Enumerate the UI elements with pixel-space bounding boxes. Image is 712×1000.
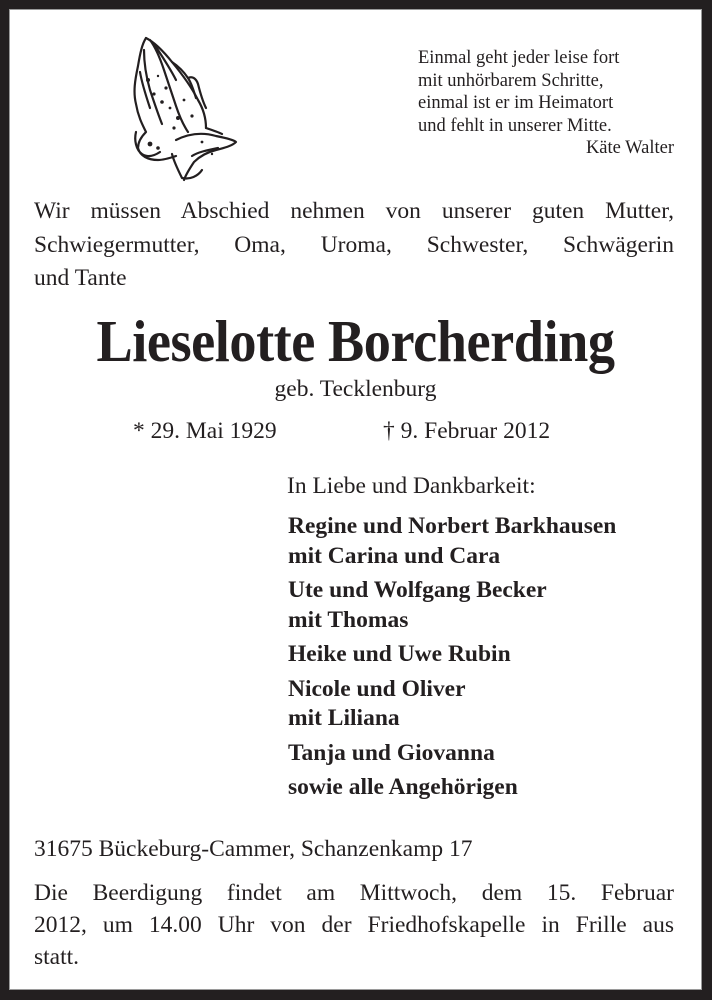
funeral-info: [34, 877, 674, 973]
mourner-group: [288, 773, 616, 803]
mourner-line: mit Liliana: [288, 705, 400, 731]
poem-block: [418, 47, 674, 160]
mourner-line: Heike und Uwe Rubin: [288, 641, 511, 667]
intro-line: Wir müssen Abschied nehmen von unserer guten Mutter,: [34, 198, 674, 224]
funeral-line: Die Beerdigung findet am Mittwoch, dem 15. Februar: [34, 880, 674, 906]
praying-hands-icon: [132, 36, 240, 182]
obituary-sheet: [9, 9, 702, 990]
mourner-line: Regine und Norbert Barkhausen: [288, 513, 617, 539]
mourner-line: Nicole und Oliver: [288, 675, 466, 702]
maiden-name: geb. Tecklenburg: [274, 376, 437, 402]
mourner-line: Ute und Wolfgang Becker: [288, 577, 547, 603]
mourner-line: mit Thomas: [288, 606, 409, 633]
poem-line: mit unhörbarem Schritte,: [418, 70, 604, 91]
death-date: † 9. Februar 2012: [383, 418, 551, 444]
mourner-group: [288, 675, 616, 734]
poem-line: und fehlt in unserer Mitte.: [418, 115, 612, 136]
poem-author: Käte Walter: [585, 138, 674, 158]
poem-line: Einmal geht jeder leise fort: [418, 48, 620, 68]
funeral-line: statt.: [34, 944, 80, 970]
mourner-group: [288, 640, 616, 670]
mourners-list: [288, 512, 616, 808]
mourner-line: mit Carina und Cara: [288, 542, 501, 569]
funeral-line: 2012, um 14.00 Uhr von der Friedhofskapelle in Frille aus: [34, 912, 674, 938]
poem-line: einmal ist er im Heimatort: [418, 93, 614, 113]
mourner-group: [288, 576, 616, 635]
deceased-name: Lieselotte Borcherding: [96, 308, 615, 374]
mourner-line: sowie alle Angehörigen: [288, 774, 518, 800]
intro-line: Schwiegermutter, Oma, Uroma, Schwester, Schwägerin: [34, 231, 674, 258]
mourner-group: [288, 739, 616, 769]
mourners-heading: In Liebe und Dankbarkeit:: [287, 473, 536, 499]
family-address: 31675 Bückeburg-Cammer, Schanzenkamp 17: [34, 836, 473, 862]
intro-text: [34, 195, 674, 296]
intro-line: und Tante: [34, 265, 127, 291]
mourner-line: Tanja und Giovanna: [288, 739, 495, 766]
birth-date: * 29. Mai 1929: [133, 418, 277, 444]
mourner-group: [288, 512, 616, 571]
